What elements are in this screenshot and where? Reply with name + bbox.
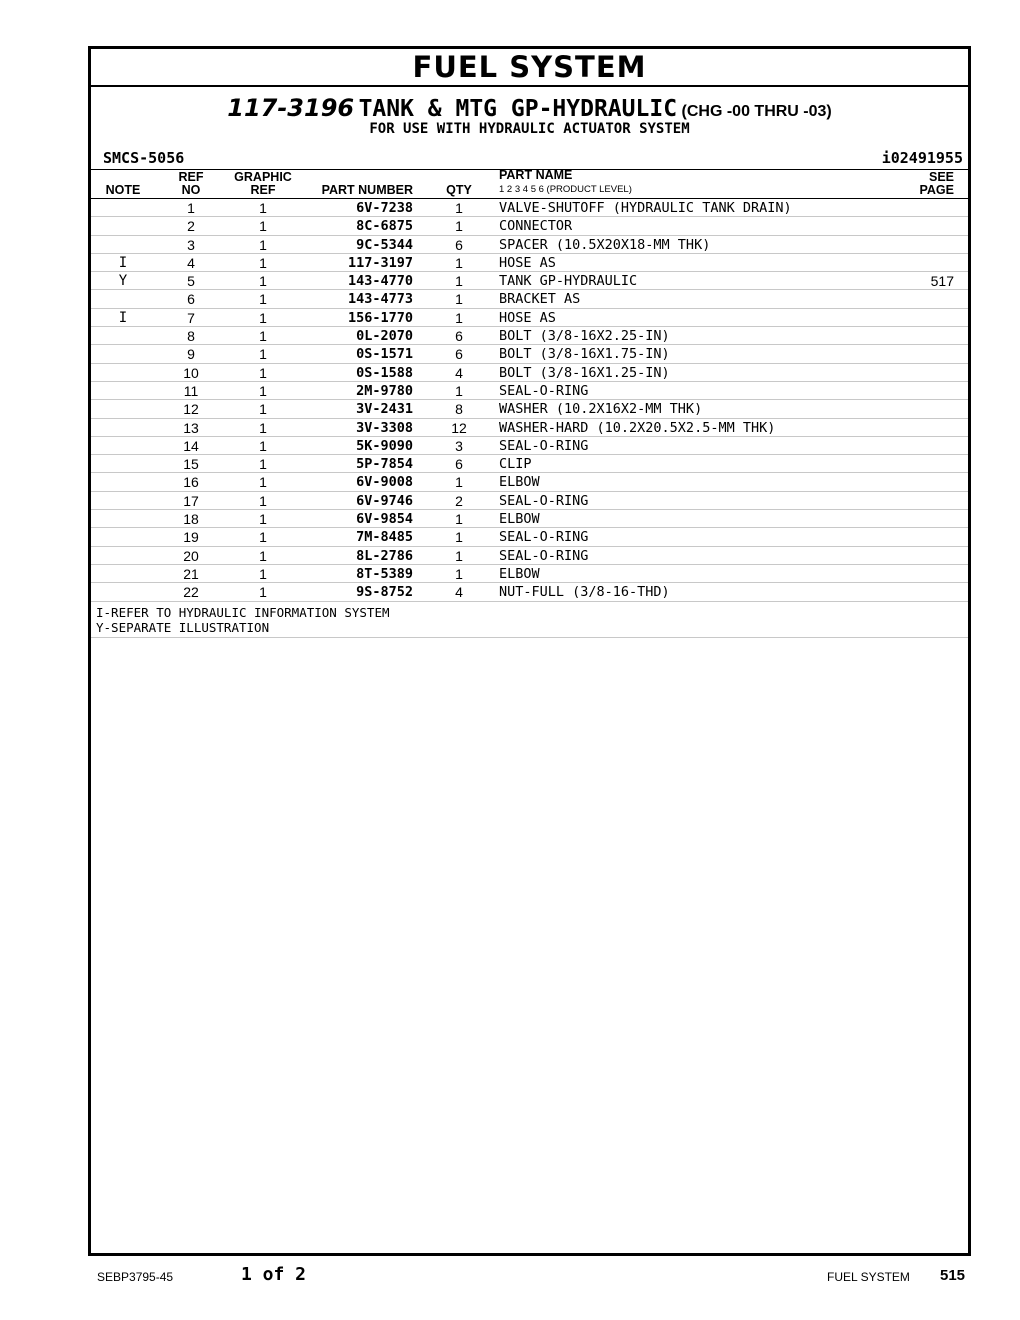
part-ref-no: 16 [183, 474, 199, 491]
footer-doc-id: SEBP3795-45 [97, 1270, 174, 1284]
part-qty: 2 [455, 492, 463, 509]
footer-page-number: 515 [940, 1267, 966, 1284]
section-title: FUEL SYSTEM [91, 49, 968, 87]
part-number: 6V-7238 [356, 200, 413, 216]
table-row [91, 400, 968, 418]
part-graphic-ref: 1 [259, 492, 267, 509]
part-graphic-ref: 1 [259, 437, 267, 454]
part-qty: 1 [455, 382, 463, 399]
part-graphic-ref: 1 [259, 474, 267, 491]
meta-line [91, 147, 968, 169]
part-graphic-ref: 1 [259, 382, 267, 399]
header-note: NOTE [105, 183, 141, 197]
part-number: 143-4773 [347, 291, 413, 308]
note-legend-i: I-REFER TO HYDRAULIC INFORMATION SYSTEM [96, 604, 390, 620]
smcs-code: SMCS-5056 [103, 149, 185, 167]
part-name: SEAL-O-RING [499, 492, 589, 509]
group-change-range: (CHG -00 THRU -03) [681, 103, 832, 120]
part-number: 0S-1571 [356, 346, 413, 363]
part-name: HOSE AS [499, 309, 556, 326]
table-row [91, 309, 968, 327]
part-see-page: 517 [930, 273, 954, 290]
header-qty: QTY [446, 183, 472, 197]
illustration-id: i02491955 [881, 149, 963, 167]
part-name: SPACER (10.5X20X18-MM THK) [499, 236, 711, 253]
footer-section: FUEL SYSTEM [827, 1270, 910, 1284]
part-ref-no: 10 [183, 364, 199, 381]
group-heading [91, 95, 968, 121]
part-number: 9S-8752 [356, 584, 413, 601]
part-number: 0S-1588 [356, 364, 413, 381]
table-row [91, 199, 968, 217]
part-ref-no: 11 [183, 382, 199, 399]
table-row [91, 272, 968, 290]
part-qty: 1 [455, 273, 463, 290]
part-graphic-ref: 1 [259, 291, 267, 308]
table-row [91, 492, 968, 510]
part-name: SEAL-O-RING [499, 547, 589, 564]
part-number: 8L-2786 [356, 547, 413, 564]
part-ref-no: 4 [187, 254, 195, 271]
page-footer [0, 1264, 1020, 1288]
part-number: 143-4770 [347, 273, 413, 290]
header-product-level: 1 2 3 4 5 6 (PRODUCT LEVEL) [499, 184, 632, 195]
group-name: TANK & MTG GP-HYDRAULIC [358, 96, 678, 122]
part-number: 6V-9746 [356, 492, 413, 509]
part-name: ELBOW [499, 511, 540, 528]
part-name: WASHER-HARD (10.2X20.5X2.5-MM THK) [499, 419, 776, 436]
part-number: 6V-9008 [356, 474, 413, 491]
part-qty: 4 [455, 584, 463, 601]
part-ref-no: 18 [183, 511, 199, 528]
part-name: BOLT (3/8-16X1.25-IN) [499, 364, 670, 381]
part-qty: 6 [455, 236, 463, 253]
part-name: BOLT (3/8-16X2.25-IN) [499, 328, 670, 345]
part-number: 156-1770 [347, 309, 413, 326]
parts-page-frame [88, 46, 971, 1256]
table-row [91, 217, 968, 235]
part-ref-no: 12 [183, 401, 199, 418]
part-graphic-ref: 1 [259, 364, 267, 381]
part-graphic-ref: 1 [259, 401, 267, 418]
part-ref-no: 7 [187, 309, 195, 326]
group-subtitle: FOR USE WITH HYDRAULIC ACTUATOR SYSTEM [369, 121, 690, 137]
part-graphic-ref: 1 [259, 328, 267, 345]
part-graphic-ref: 1 [259, 529, 267, 546]
notes-block [91, 602, 968, 638]
part-graphic-ref: 1 [259, 273, 267, 290]
table-row [91, 345, 968, 363]
group-number: 117-3196 [227, 94, 355, 122]
table-row [91, 382, 968, 400]
part-qty: 4 [455, 364, 463, 381]
part-name: VALVE-SHUTOFF (HYDRAULIC TANK DRAIN) [499, 200, 792, 216]
part-qty: 1 [455, 254, 463, 271]
part-qty: 12 [451, 419, 467, 436]
table-row [91, 473, 968, 491]
table-row [91, 528, 968, 546]
part-graphic-ref: 1 [259, 254, 267, 271]
part-ref-no: 13 [183, 419, 199, 436]
part-number: 3V-2431 [356, 401, 413, 418]
part-ref-no: 9 [187, 346, 195, 363]
table-row [91, 254, 968, 272]
part-name: CLIP [499, 456, 532, 473]
table-row [91, 327, 968, 345]
part-number: 117-3197 [347, 254, 413, 271]
part-number: 8T-5389 [356, 565, 413, 582]
header-see-top: SEE [928, 170, 954, 184]
part-graphic-ref: 1 [259, 547, 267, 564]
part-ref-no: 8 [187, 328, 195, 345]
part-ref-no: 2 [187, 218, 195, 235]
header-part-number: PART NUMBER [321, 183, 413, 197]
part-qty: 1 [455, 291, 463, 308]
part-number: 6V-9854 [356, 511, 413, 528]
table-row [91, 437, 968, 455]
part-ref-no: 20 [183, 547, 199, 564]
table-row [91, 290, 968, 308]
table-header [91, 169, 968, 199]
part-ref-no: 22 [183, 584, 199, 601]
part-graphic-ref: 1 [259, 309, 267, 326]
header-see-bottom: PAGE [919, 183, 954, 197]
part-graphic-ref: 1 [259, 456, 267, 473]
part-qty: 1 [455, 529, 463, 546]
part-name: TANK GP-HYDRAULIC [499, 273, 638, 290]
part-number: 5P-7854 [356, 456, 413, 473]
header-graphic-top: GRAPHIC [234, 170, 292, 184]
part-graphic-ref: 1 [259, 200, 267, 216]
part-name: ELBOW [499, 565, 540, 582]
part-ref-no: 6 [187, 291, 195, 308]
header-graphic-bottom: REF [250, 183, 276, 197]
part-ref-no: 19 [183, 529, 199, 546]
table-row [91, 510, 968, 528]
part-ref-no: 17 [183, 492, 199, 509]
part-number: 7M-8485 [356, 529, 413, 546]
part-number: 9C-5344 [356, 236, 413, 253]
part-name: BOLT (3/8-16X1.75-IN) [499, 346, 670, 363]
part-graphic-ref: 1 [259, 236, 267, 253]
part-name: ELBOW [499, 474, 540, 491]
part-name: SEAL-O-RING [499, 437, 589, 454]
part-qty: 1 [455, 200, 463, 216]
part-graphic-ref: 1 [259, 218, 267, 235]
part-qty: 6 [455, 346, 463, 363]
header-part-name: PART NAME [499, 168, 573, 182]
part-qty: 1 [455, 218, 463, 235]
part-number: 8C-6875 [356, 218, 413, 235]
part-graphic-ref: 1 [259, 511, 267, 528]
part-number: 3V-3308 [356, 419, 413, 436]
header-ref-bottom: NO [181, 183, 201, 197]
part-name: BRACKET AS [499, 291, 581, 308]
part-qty: 1 [455, 309, 463, 326]
part-ref-no: 3 [187, 236, 195, 253]
footer-page-of: 1 of 2 [241, 1264, 307, 1285]
part-name: WASHER (10.2X16X2-MM THK) [499, 401, 703, 418]
table-row [91, 547, 968, 565]
table-row [91, 236, 968, 254]
table-row [91, 364, 968, 382]
part-ref-no: 15 [183, 456, 199, 473]
part-ref-no: 5 [187, 273, 195, 290]
part-qty: 1 [455, 511, 463, 528]
part-qty: 3 [455, 437, 463, 454]
part-number: 2M-9780 [356, 382, 413, 399]
part-ref-no: 21 [183, 565, 199, 582]
table-row [91, 583, 968, 601]
part-ref-no: 14 [183, 437, 199, 454]
part-qty: 6 [455, 328, 463, 345]
part-name: CONNECTOR [499, 218, 573, 235]
part-graphic-ref: 1 [259, 584, 267, 601]
parts-list [91, 199, 968, 602]
part-qty: 8 [455, 401, 463, 418]
part-name: SEAL-O-RING [499, 529, 589, 546]
header-ref-top: REF [178, 170, 204, 184]
part-qty: 1 [455, 565, 463, 582]
part-graphic-ref: 1 [259, 565, 267, 582]
part-qty: 1 [455, 474, 463, 491]
table-row [91, 419, 968, 437]
part-name: HOSE AS [499, 254, 556, 271]
part-note: I [118, 309, 128, 326]
part-number: 5K-9090 [356, 437, 413, 454]
table-row [91, 565, 968, 583]
part-qty: 6 [455, 456, 463, 473]
part-name: NUT-FULL (3/8-16-THD) [499, 584, 670, 601]
part-note: I [118, 254, 128, 271]
part-graphic-ref: 1 [259, 419, 267, 436]
part-ref-no: 1 [187, 200, 195, 216]
part-qty: 1 [455, 547, 463, 564]
note-legend-y: Y-SEPARATE ILLUSTRATION [96, 619, 270, 635]
part-note: Y [118, 273, 128, 290]
part-name: SEAL-O-RING [499, 382, 589, 399]
part-number: 0L-2070 [356, 328, 413, 345]
table-row [91, 455, 968, 473]
part-graphic-ref: 1 [259, 346, 267, 363]
